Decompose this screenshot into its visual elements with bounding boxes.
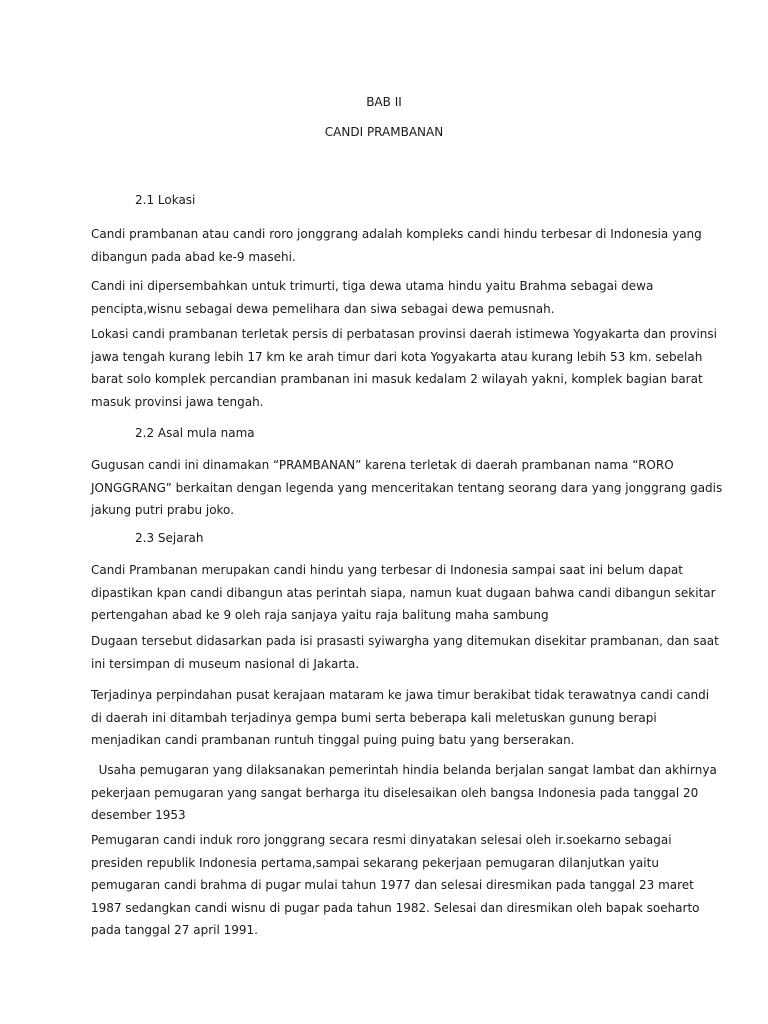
paragraph-line: ini tersimpan di museum nasional di Jakarta. (91, 656, 360, 671)
section-heading-lokasi: 2.1 Lokasi (135, 193, 196, 207)
paragraph-line: Candi Prambanan merupakan candi hindu yang terbesar di Indonesia sampai saat ini belum dapat (91, 563, 684, 577)
paragraph-lokasi-3 (91, 323, 717, 413)
paragraph-line: barat solo komplek percandian prambanan ini masuk kedalam 2 wilayah yakni, komplek bagian barat (91, 372, 703, 387)
paragraph-sejarah-2 (91, 630, 719, 675)
paragraph-line: Usaha pemugaran yang dilaksanakan pemerintah hindia belanda berjalan sangat lambat dan akhirnya (91, 763, 717, 777)
paragraph-line: menjadikan candi prambanan runtuh tinggal puing puing batu yang berserakan. (91, 733, 575, 748)
section-heading-asal-mula-nama: 2.2 Asal mula nama (135, 426, 255, 440)
paragraph-line: Candi ini dipersembahkan untuk trimurti, tiga dewa utama hindu yaitu Brahma sebagai dewa (91, 279, 654, 293)
paragraph-line: dipastikan kpan candi dibangun atas perintah siapa, namun kuat dugaan bahwa candi dibangun sekitar (91, 585, 716, 600)
paragraph-line: 1987 sedangkan candi wisnu di pugar pada tahun 1982. Selesai dan diresmikan oleh bapak soeharto (91, 900, 700, 915)
paragraph-line: Lokasi candi prambanan terletak persis di perbatasan provinsi daerah istimewa Yogyakarta dan provinsi (91, 327, 717, 341)
paragraph-line: Dugaan tersebut didasarkan pada isi prasasti syiwargha yang ditemukan disekitar prambanan, dan saat (91, 634, 719, 648)
paragraph-line: pertengahan abad ke 9 oleh raja sanjaya yaitu raja balitung maha sambung (91, 608, 549, 623)
section-heading-sejarah: 2.3 Sejarah (135, 531, 204, 545)
paragraph-line: Gugusan candi ini dinamakan “PRAMBANAN” karena terletak di daerah prambanan nama “RORO (91, 458, 674, 472)
paragraph-line: jawa tengah kurang lebih 17 km ke arah timur dari kota Yogyakarta atau kurang lebih 53 km. sebelah (91, 349, 703, 364)
document-title: CANDI PRAMBANAN (324, 125, 444, 139)
paragraph-asal-mula-nama (91, 454, 723, 522)
paragraph-line: pencipta,wisnu sebagai dewa pemelihara dan siwa sebagai dewa pemusnah. (91, 301, 555, 316)
paragraph-sejarah-1 (91, 559, 716, 627)
paragraph-line: masuk provinsi jawa tengah. (91, 394, 264, 409)
paragraph-line: Pemugaran candi induk roro jonggrang secara resmi dinyatakan selesai oleh ir.soekarno sebagai (91, 833, 672, 847)
paragraph-line: desember 1953 (91, 808, 186, 823)
paragraph-line: pada tanggal 27 april 1991. (91, 923, 258, 938)
paragraph-lokasi-2 (91, 275, 691, 320)
paragraph-line: pemugaran candi brahma di pugar mulai tahun 1977 dan selesai diresmikan pada tanggal 23 maret (91, 878, 694, 893)
paragraph-line: pekerjaan pemugaran yang sangat berharga itu diselesaikan oleh bangsa Indonesia pada tanggal 20 (91, 785, 699, 800)
paragraph-line: di daerah ini ditambah terjadinya gempa bumi serta beberapa kali meletuskan gunung berapi (91, 710, 657, 725)
paragraph-line: JONGGRANG” berkaitan dengan legenda yang menceritakan tentang seorang dara yang jonggrang gadis (91, 480, 723, 495)
paragraph-sejarah-4 (91, 759, 717, 827)
paragraph-sejarah-5 (91, 829, 700, 942)
paragraph-line: Candi prambanan atau candi roro jonggrang adalah kompleks candi hindu terbesar di Indonesia yang (91, 227, 702, 241)
paragraph-line: jakung putri prabu joko. (91, 503, 235, 518)
chapter-heading: BAB II (366, 95, 402, 109)
paragraph-line: dibangun pada abad ke-9 masehi. (91, 249, 296, 264)
paragraph-line: presiden republik Indonesia pertama,sampai sekarang pekerjaan pemugaran dilanjutkan yaitu (91, 855, 659, 870)
paragraph-sejarah-3 (91, 684, 710, 752)
paragraph-line: Terjadinya perpindahan pusat kerajaan mataram ke jawa timur berakibat tidak terawatnya candi candi (91, 688, 710, 702)
paragraph-lokasi-1 (91, 223, 702, 268)
